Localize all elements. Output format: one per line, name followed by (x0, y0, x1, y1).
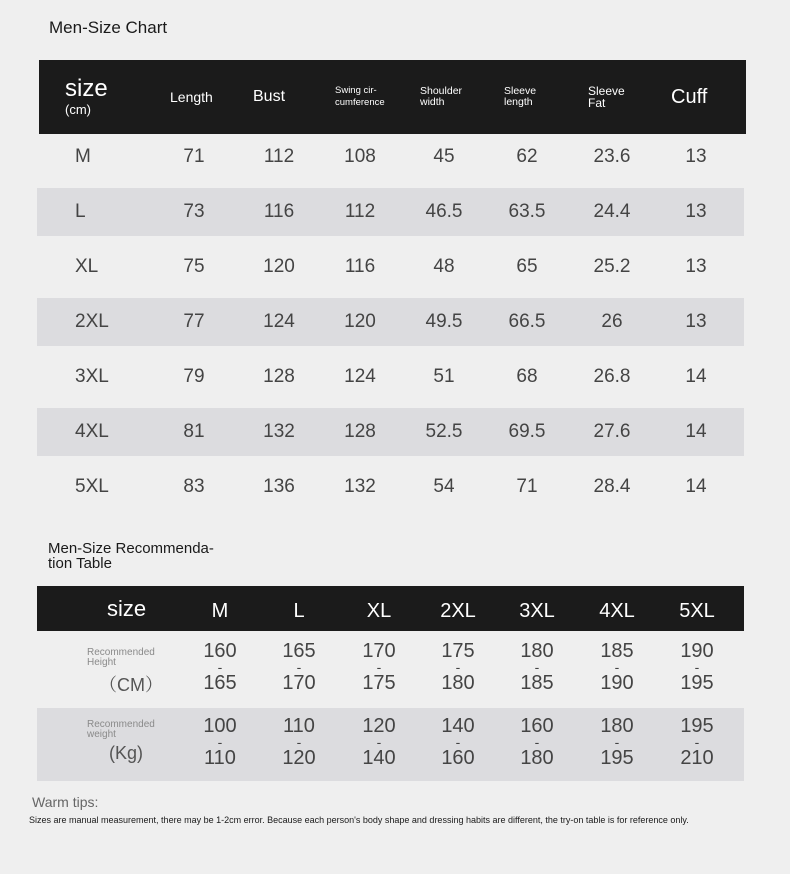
weight-range-max: 140 (362, 747, 396, 769)
range-separator: - (296, 734, 302, 750)
weight-range-max: 210 (680, 747, 714, 769)
cell-bust: 132 (263, 421, 295, 442)
cell-length: 73 (183, 201, 205, 222)
cell-bust: 116 (263, 201, 295, 222)
cell-sleeve-length: 65 (516, 256, 538, 277)
cell-sleeve-length: 71 (516, 476, 538, 497)
range-separator: - (455, 659, 461, 675)
height-range-max: 175 (362, 672, 396, 694)
weight-unit: (Kg) (109, 743, 144, 763)
table-row (37, 188, 744, 236)
weight-range-cell (190, 714, 250, 770)
cell-sleeve-fat: 25.2 (593, 256, 631, 277)
weight-range-cell (587, 714, 647, 770)
cell-cuff: 14 (685, 366, 707, 387)
weight-range-cell (269, 714, 329, 770)
table-row (37, 133, 744, 181)
size-chart-header (39, 60, 746, 134)
range-separator: - (376, 659, 382, 675)
weight-range-max: 195 (600, 747, 634, 769)
weight-range-min: 140 (441, 715, 475, 737)
range-separator: - (694, 659, 700, 675)
cell-sleeve-fat: 23.6 (593, 146, 631, 167)
cell-shoulder: 51 (433, 366, 455, 387)
height-range-min: 160 (203, 640, 237, 662)
cell-length: 81 (183, 421, 205, 442)
cell-cuff: 13 (685, 256, 707, 277)
table-row (37, 298, 744, 346)
cell-swing: 132 (344, 476, 376, 497)
range-separator: - (217, 659, 223, 675)
tips-text: Sizes are manual measurement, there may be 1-2cm error. Because each person's body shape and dressing habits are different, the try-on table is for reference only. (29, 815, 689, 825)
header-sleeve-length: Sleeve length (504, 85, 537, 108)
cell-cuff: 13 (685, 201, 707, 222)
weight-range-min: 110 (283, 715, 315, 737)
cell-swing: 108 (344, 146, 376, 167)
range-separator: - (614, 659, 620, 675)
cell-sleeve-length: 62 (516, 146, 538, 167)
header-sleeve-fat: Sleeve Fat (588, 84, 625, 110)
height-range-cell (667, 639, 727, 695)
cell-swing: 112 (344, 201, 376, 222)
height-range-cell (587, 639, 647, 695)
range-separator: - (217, 734, 223, 750)
cell-bust: 124 (263, 311, 295, 332)
range-separator: - (296, 659, 302, 675)
range-separator: - (455, 734, 461, 750)
cell-size: 3XL (75, 366, 109, 387)
rec-header-size: size (107, 596, 147, 621)
height-row (37, 633, 744, 706)
height-range-cell (349, 639, 409, 695)
cell-size: L (75, 201, 86, 222)
cell-shoulder: 54 (433, 476, 455, 497)
header-size (65, 60, 108, 134)
weight-range-max: 110 (204, 747, 236, 769)
height-range-max: 190 (600, 672, 634, 694)
cell-cuff: 13 (685, 146, 707, 167)
height-range-min: 165 (282, 640, 316, 662)
height-range-max: 165 (203, 672, 237, 694)
cell-bust: 112 (263, 146, 295, 167)
cell-shoulder: 48 (433, 256, 455, 277)
height-range-cell (269, 639, 329, 695)
range-separator: - (614, 734, 620, 750)
cell-shoulder: 46.5 (425, 201, 463, 222)
height-range-min: 170 (362, 640, 396, 662)
weight-range-min: 180 (600, 715, 634, 737)
rec-header-4xl: 4XL (599, 600, 635, 622)
cell-sleeve-length: 63.5 (508, 201, 546, 222)
cell-sleeve-fat: 28.4 (593, 476, 631, 497)
cell-size: 4XL (75, 421, 109, 442)
height-range-max: 180 (441, 672, 475, 694)
cell-bust: 120 (263, 256, 295, 277)
range-separator: - (534, 659, 540, 675)
height-range-cell (190, 639, 250, 695)
cell-cuff: 14 (685, 476, 707, 497)
height-range-min: 185 (600, 640, 634, 662)
cell-shoulder: 45 (433, 146, 455, 167)
range-separator: - (534, 734, 540, 750)
cell-length: 75 (183, 256, 205, 277)
rec-header-l: L (293, 600, 305, 622)
cell-shoulder: 52.5 (425, 421, 463, 442)
header-size-unit: (cm) (65, 102, 91, 117)
cell-bust: 128 (263, 366, 295, 387)
table-row (37, 463, 744, 511)
weight-row (37, 708, 744, 781)
header-swing-circumference: Swing cir-cumference (335, 85, 385, 108)
range-separator: - (694, 734, 700, 750)
height-label: Recommended Height (87, 647, 155, 668)
rec-header-2xl: 2XL (440, 600, 476, 622)
cell-swing: 116 (344, 256, 376, 277)
cell-sleeve-fat: 26.8 (593, 366, 631, 387)
cell-cuff: 13 (685, 311, 707, 332)
height-range-min: 180 (520, 640, 554, 662)
rec-header-xl: XL (366, 600, 392, 622)
header-size-label: size (65, 75, 108, 102)
weight-range-cell (667, 714, 727, 770)
height-range-max: 170 (282, 672, 316, 694)
weight-range-min: 160 (520, 715, 554, 737)
cell-swing: 120 (344, 311, 376, 332)
weight-range-max: 120 (282, 747, 316, 769)
height-range-max: 185 (520, 672, 554, 694)
height-range-min: 190 (680, 640, 714, 662)
weight-range-cell (428, 714, 488, 770)
recommendation-header (37, 586, 744, 631)
weight-range-max: 160 (441, 747, 475, 769)
cell-size: XL (75, 256, 99, 277)
weight-range-min: 120 (362, 715, 396, 737)
height-unit: （CM） (99, 675, 163, 695)
weight-range-min: 195 (680, 715, 714, 737)
cell-shoulder: 49.5 (425, 311, 463, 332)
cell-length: 79 (183, 366, 205, 387)
cell-sleeve-length: 68 (516, 366, 538, 387)
height-range-min: 175 (441, 640, 475, 662)
cell-length: 71 (183, 146, 205, 167)
height-range-cell (428, 639, 488, 695)
range-separator: - (376, 734, 382, 750)
weight-range-max: 180 (520, 747, 554, 769)
header-length: Length (170, 89, 213, 105)
cell-bust: 136 (263, 476, 295, 497)
header-shoulder-width: Shoulder width (420, 85, 463, 108)
cell-size: 5XL (75, 476, 109, 497)
tips-title: Warm tips: (32, 794, 99, 810)
recommendation-title: Men-Size Recommenda-tion Table (48, 540, 214, 572)
cell-length: 83 (183, 476, 205, 497)
table-row (37, 353, 744, 401)
cell-swing: 124 (344, 366, 376, 387)
cell-sleeve-fat: 26 (601, 311, 623, 332)
height-range-cell (507, 639, 567, 695)
height-range-max: 195 (680, 672, 714, 694)
rec-header-m: M (211, 600, 229, 622)
header-cuff: Cuff (671, 85, 708, 108)
weight-label: Recommended weight (87, 719, 155, 740)
cell-cuff: 14 (685, 421, 707, 442)
cell-sleeve-length: 66.5 (508, 311, 546, 332)
cell-length: 77 (183, 311, 205, 332)
weight-range-cell (349, 714, 409, 770)
size-chart-title: Men-Size Chart (49, 18, 168, 37)
weight-range-min: 100 (203, 715, 237, 737)
cell-size: 2XL (75, 311, 109, 332)
table-row (37, 408, 744, 456)
cell-sleeve-fat: 24.4 (593, 201, 631, 222)
cell-sleeve-fat: 27.6 (593, 421, 631, 442)
cell-size: M (75, 146, 91, 167)
weight-range-cell (507, 714, 567, 770)
rec-header-3xl: 3XL (519, 600, 555, 622)
cell-swing: 128 (344, 421, 376, 442)
table-row (37, 243, 744, 291)
rec-header-5xl: 5XL (679, 600, 715, 622)
cell-sleeve-length: 69.5 (508, 421, 546, 442)
header-bust: Bust (253, 88, 286, 105)
